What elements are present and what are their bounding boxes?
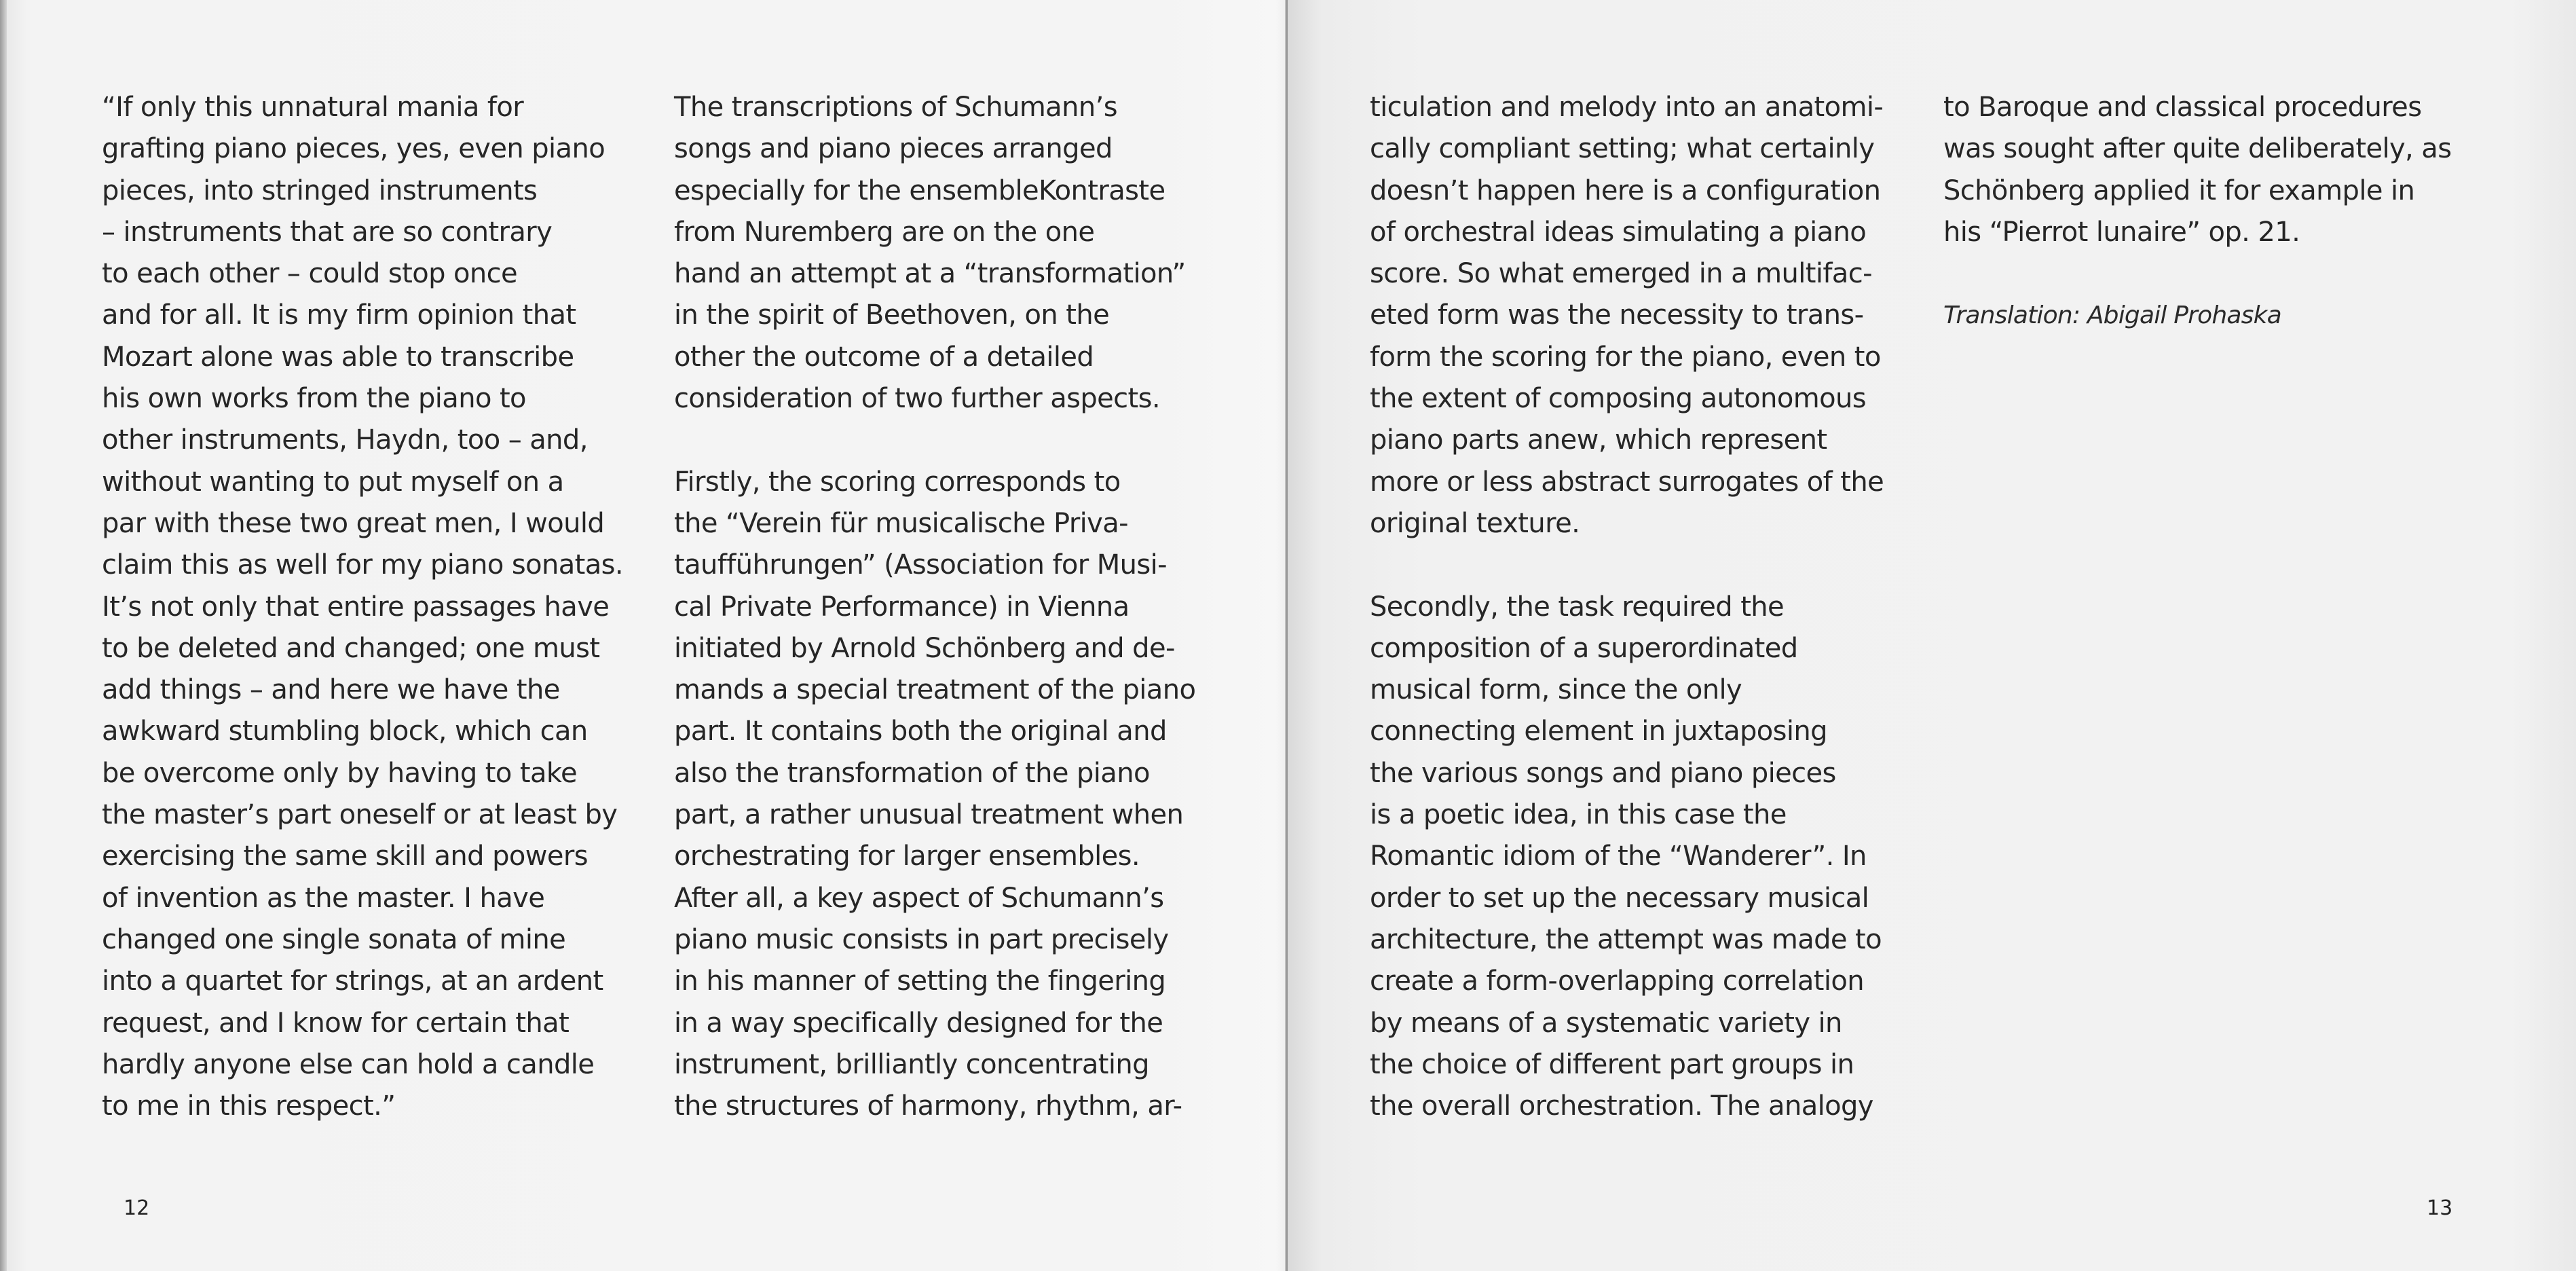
- translation-credit: Translation: Abigail Prohaska: [1943, 301, 2281, 330]
- right-column-1: [1370, 87, 1913, 1127]
- paragraph-articulation: ticulation and melody into an anatomi- cally compliant setting; what certainly doesn’t happen here is a configuration of orchestral ideas simulating a piano score. So what emerged in a multifac- eted form was the necessity to trans- form the scoring for the piano, even to the extent of composing autonomous piano parts anew, which represent more or less abstract surrogates of the original texture.: [1370, 92, 1884, 539]
- page-number-left: 12: [124, 1196, 150, 1220]
- page-number-right: 13: [2427, 1196, 2453, 1220]
- left-column-1: [102, 87, 645, 1127]
- page-edge: [0, 0, 7, 1271]
- right-column-2: [1943, 87, 2486, 337]
- paragraph-transcriptions: The transcriptions of Schumann’s songs and piano pieces arranged especially for the ensembleKontraste from Nuremberg are on the one hand an attempt at a “transformation” in the spirit of Beethoven, on the other the outcome of a detailed consideration of two further aspects.: [674, 92, 1186, 415]
- left-column-2: [674, 87, 1217, 1127]
- paragraph-secondly: Secondly, the task required the composition of a superordinated musical form, since the only connecting element in juxtaposing the various songs and piano pieces is a poetic idea, in this case the Romantic idiom of the “Wanderer”. In order to set up the necessary musical architecture, the attempt was made to create a form-overlapping correlation by means of a systematic variety in the choice of different part groups in the overall orchestration. The analogy: [1370, 591, 1882, 1122]
- quote-paragraph: “If only this unnatural mania for grafting piano pieces, yes, even piano pieces, into stringed instruments – instruments that are so contrary to each other – could stop once and for all. It is my firm opinion that Mozart alone was able to transcribe his own works from the piano to other instruments, Haydn, too – and, without wanting to put myself on a par with these two great men, I would claim this as well for my piano sonatas. It’s not only that entire passages have to be deleted and changed; one must add things – and here we have the awkward stumbling block, which can be overcome only by having to take the master’s part oneself or at least by exercising the same skill and powers of invention as the master. I have changed one single sonata of mine into a quartet for strings, at an ardent request, and I know for certain that hardly anyone else can hold a candle to me in this respect.”: [102, 92, 623, 1122]
- paragraph-firstly: Firstly, the scoring corresponds to the “Verein für musicalische Priva- taufführungen” (Association for Musi- cal Private Performance) in Vienna initiated by Arnold Schönberg and de- mands a special treatment of the piano part. It contains both the original and also the transformation of the piano part, a rather unusual treatment when orchestrating for larger ensembles. After all, a key aspect of Schumann’s piano music consists in part precisely in his manner of setting the fingering in a way specifically designed for the instrument, brilliantly concentrating the structures of harmony, rhythm, ar-: [674, 466, 1196, 1122]
- paragraph-baroque: to Baroque and classical procedures was sought after quite deliberately, as Schönberg applied it for example in his “Pierrot lunaire” op. 21.: [1943, 92, 2452, 248]
